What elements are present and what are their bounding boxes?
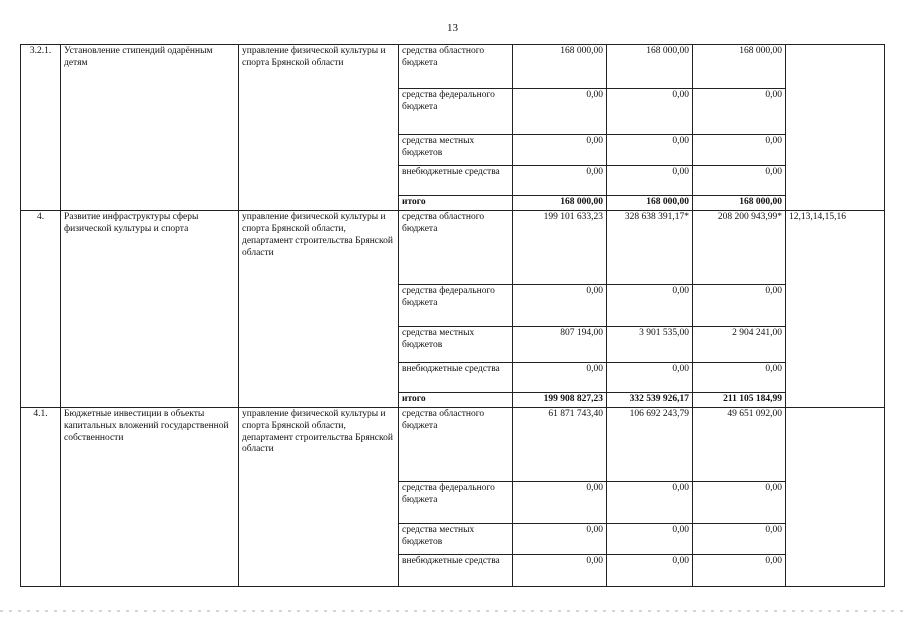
funding-source: внебюджетные средства — [399, 554, 513, 586]
funding-source: средства федерального бюджета — [399, 284, 513, 326]
amount-v1: 0,00 — [513, 554, 607, 586]
amount-v3: 0,00 — [693, 166, 786, 196]
target-indicators: 12,13,14,15,16 — [786, 210, 885, 407]
amount-v3: 211 105 184,99 — [693, 392, 786, 407]
amount-v2: 0,00 — [607, 554, 693, 586]
scan-artifact — [0, 610, 905, 612]
amount-v3: 49 651 092,00 — [693, 407, 786, 481]
amount-v3: 0,00 — [693, 481, 786, 523]
funding-source: итого — [399, 392, 513, 407]
amount-v2: 0,00 — [607, 362, 693, 392]
table-row — [21, 210, 885, 284]
executor: управление физической культуры и спорта Брянской области — [239, 45, 399, 211]
funding-source: средства местных бюджетов — [399, 523, 513, 554]
budget-table — [20, 44, 885, 587]
amount-v2: 328 638 391,17* — [607, 210, 693, 284]
amount-v3: 168 000,00 — [693, 196, 786, 211]
amount-v2: 106 692 243,79 — [607, 407, 693, 481]
amount-v1: 0,00 — [513, 135, 607, 166]
amount-v1: 61 871 743,40 — [513, 407, 607, 481]
amount-v1: 807 194,00 — [513, 326, 607, 362]
amount-v1: 199 101 633,23 — [513, 210, 607, 284]
executor: управление физической культуры и спорта Брянской области, департамент строительства Брянской области — [239, 407, 399, 586]
amount-v3: 0,00 — [693, 554, 786, 586]
amount-v2: 0,00 — [607, 284, 693, 326]
amount-v1: 0,00 — [513, 89, 607, 135]
amount-v2: 0,00 — [607, 89, 693, 135]
amount-v1: 0,00 — [513, 523, 607, 554]
amount-v2: 0,00 — [607, 523, 693, 554]
table-row — [21, 407, 885, 481]
amount-v1: 168 000,00 — [513, 196, 607, 211]
amount-v2: 168 000,00 — [607, 45, 693, 89]
amount-v1: 0,00 — [513, 362, 607, 392]
amount-v2: 0,00 — [607, 481, 693, 523]
amount-v2: 168 000,00 — [607, 196, 693, 211]
funding-source: средства федерального бюджета — [399, 481, 513, 523]
row-number: 4. — [21, 210, 61, 407]
table-row — [21, 45, 885, 89]
amount-v1: 199 908 827,23 — [513, 392, 607, 407]
page-number: 13 — [447, 22, 458, 34]
amount-v2: 3 901 535,00 — [607, 326, 693, 362]
amount-v2: 332 539 926,17 — [607, 392, 693, 407]
amount-v1: 0,00 — [513, 166, 607, 196]
amount-v3: 0,00 — [693, 523, 786, 554]
funding-source: внебюджетные средства — [399, 362, 513, 392]
activity-name: Установление стипендий одарённым детям — [61, 45, 239, 211]
activity-name: Бюджетные инвестиции в объекты капитальных вложений государственной собственности — [61, 407, 239, 586]
row-number: 3.2.1. — [21, 45, 61, 211]
amount-v3: 0,00 — [693, 89, 786, 135]
funding-source: средства областного бюджета — [399, 45, 513, 89]
funding-source: итого — [399, 196, 513, 211]
funding-source: средства федерального бюджета — [399, 89, 513, 135]
activity-name: Развитие инфраструктуры сферы физической культуры и спорта — [61, 210, 239, 407]
funding-source: средства областного бюджета — [399, 210, 513, 284]
target-indicators — [786, 407, 885, 586]
row-number: 4.1. — [21, 407, 61, 586]
amount-v3: 0,00 — [693, 284, 786, 326]
target-indicators — [786, 45, 885, 211]
amount-v1: 0,00 — [513, 284, 607, 326]
amount-v2: 0,00 — [607, 135, 693, 166]
amount-v3: 0,00 — [693, 135, 786, 166]
amount-v3: 208 200 943,99* — [693, 210, 786, 284]
funding-source: средства местных бюджетов — [399, 326, 513, 362]
amount-v1: 168 000,00 — [513, 45, 607, 89]
amount-v3: 168 000,00 — [693, 45, 786, 89]
amount-v3: 0,00 — [693, 362, 786, 392]
funding-source: средства местных бюджетов — [399, 135, 513, 166]
amount-v2: 0,00 — [607, 166, 693, 196]
amount-v1: 0,00 — [513, 481, 607, 523]
amount-v3: 2 904 241,00 — [693, 326, 786, 362]
funding-source: внебюджетные средства — [399, 166, 513, 196]
executor: управление физической культуры и спорта Брянской области, департамент строительства Брянской области — [239, 210, 399, 407]
funding-source: средства областного бюджета — [399, 407, 513, 481]
